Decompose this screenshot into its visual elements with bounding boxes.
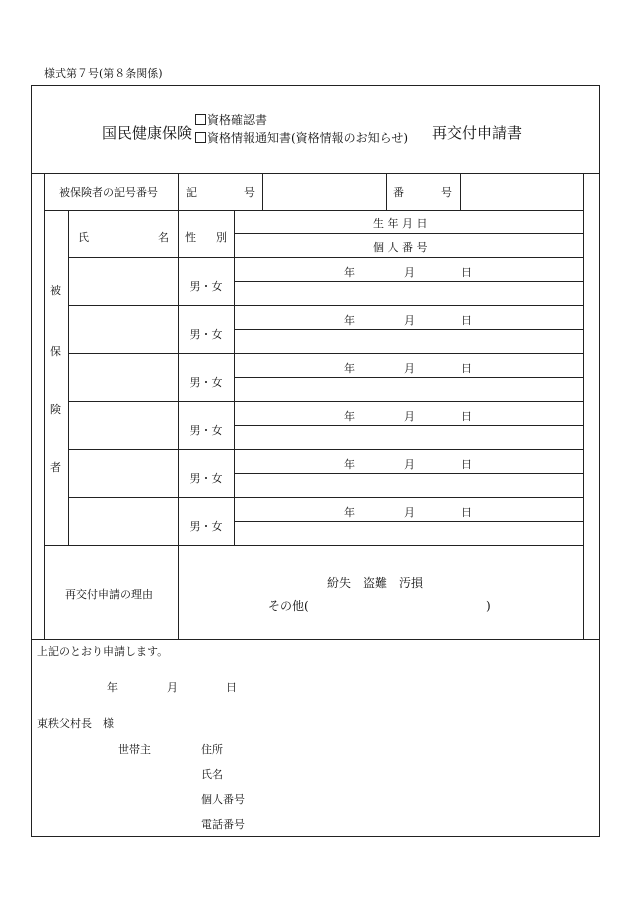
reason-label: 再交付申請の理由 bbox=[65, 588, 153, 601]
side-char-2: 保 bbox=[50, 345, 61, 358]
form-code: 様式第７号(第８条関係) bbox=[44, 67, 163, 80]
month-label: 月 bbox=[404, 458, 415, 471]
side-char-1: 被 bbox=[50, 284, 61, 297]
day-label: 日 bbox=[461, 314, 472, 327]
dob-field[interactable] bbox=[234, 307, 583, 329]
title-option-1[interactable]: 資格確認書 bbox=[195, 114, 267, 126]
personal-number-field[interactable] bbox=[236, 331, 581, 351]
name-field[interactable] bbox=[70, 307, 176, 351]
day-label: 日 bbox=[461, 410, 472, 423]
dob-field[interactable] bbox=[234, 451, 583, 473]
title-option-2[interactable]: 資格情報通知書(資格情報のお知らせ) bbox=[195, 132, 408, 144]
date-month: 月 bbox=[167, 681, 178, 694]
name-field[interactable] bbox=[70, 355, 176, 399]
name-field[interactable] bbox=[70, 451, 176, 495]
phone-label: 電話番号 bbox=[201, 818, 245, 831]
col-sex-2: 別 bbox=[216, 231, 227, 244]
number-label-1: 番 bbox=[393, 186, 404, 199]
year-label: 年 bbox=[344, 458, 355, 471]
month-label: 月 bbox=[404, 314, 415, 327]
month-label: 月 bbox=[404, 506, 415, 519]
year-label: 年 bbox=[344, 266, 355, 279]
sex-select[interactable]: 男・女 bbox=[189, 328, 223, 341]
symbol-label-2: 号 bbox=[244, 186, 255, 199]
year-label: 年 bbox=[344, 410, 355, 423]
day-label: 日 bbox=[461, 266, 472, 279]
personal-number-field[interactable] bbox=[236, 427, 581, 447]
number-label-2: 号 bbox=[441, 186, 452, 199]
number-field[interactable] bbox=[462, 175, 581, 208]
dob-field[interactable] bbox=[234, 403, 583, 425]
personal-number-field[interactable] bbox=[236, 283, 581, 303]
name-field[interactable] bbox=[70, 403, 176, 447]
col-personal-number: 個 人 番 号 bbox=[373, 241, 428, 254]
personal-number-field[interactable] bbox=[236, 523, 581, 543]
personal-number-label: 個人番号 bbox=[201, 793, 245, 806]
date-day: 日 bbox=[226, 681, 237, 694]
name-field[interactable] bbox=[70, 259, 176, 303]
sex-select[interactable]: 男・女 bbox=[189, 520, 223, 533]
title-left: 国民健康保険 bbox=[102, 124, 193, 142]
sex-select[interactable]: 男・女 bbox=[189, 472, 223, 485]
personal-number-field[interactable] bbox=[236, 379, 581, 399]
addressee: 東秩父村長 様 bbox=[37, 717, 114, 730]
day-label: 日 bbox=[461, 362, 472, 375]
checkbox-icon[interactable] bbox=[195, 114, 206, 125]
householder-label: 世帯主 bbox=[118, 743, 151, 756]
address-label: 住所 bbox=[201, 743, 223, 756]
sex-select[interactable]: 男・女 bbox=[189, 424, 223, 437]
insured-number-label: 被保険者の記号番号 bbox=[59, 186, 158, 199]
date-year: 年 bbox=[107, 681, 118, 694]
col-sex-1: 性 bbox=[185, 231, 196, 244]
year-label: 年 bbox=[344, 362, 355, 375]
month-label: 月 bbox=[404, 410, 415, 423]
dob-field[interactable] bbox=[234, 259, 583, 281]
title-right: 再交付申請書 bbox=[432, 124, 523, 142]
side-char-3: 険 bbox=[50, 403, 61, 416]
year-label: 年 bbox=[344, 314, 355, 327]
name-label: 氏名 bbox=[201, 768, 223, 781]
reason-other-close: ) bbox=[486, 599, 491, 613]
col-name-1: 氏 bbox=[78, 231, 89, 244]
day-label: 日 bbox=[461, 506, 472, 519]
symbol-label-1: 記 bbox=[186, 186, 197, 199]
day-label: 日 bbox=[461, 458, 472, 471]
dob-field[interactable] bbox=[234, 499, 583, 521]
col-name-2: 名 bbox=[158, 231, 169, 244]
declaration: 上記のとおり申請します。 bbox=[37, 645, 169, 658]
reason-other-open: その他( bbox=[268, 599, 309, 613]
reason-other-input[interactable] bbox=[318, 597, 483, 615]
sex-select[interactable]: 男・女 bbox=[189, 280, 223, 293]
month-label: 月 bbox=[404, 362, 415, 375]
side-char-4: 者 bbox=[50, 461, 61, 474]
reason-options[interactable]: 紛失 盗難 汚損 bbox=[327, 576, 424, 590]
dob-field[interactable] bbox=[234, 355, 583, 377]
month-label: 月 bbox=[404, 266, 415, 279]
checkbox-icon[interactable] bbox=[195, 132, 206, 143]
year-label: 年 bbox=[344, 506, 355, 519]
name-field[interactable] bbox=[70, 499, 176, 543]
personal-number-field[interactable] bbox=[236, 475, 581, 495]
col-dob: 生 年 月 日 bbox=[373, 217, 428, 230]
symbol-field[interactable] bbox=[264, 175, 384, 208]
sex-select[interactable]: 男・女 bbox=[189, 376, 223, 389]
